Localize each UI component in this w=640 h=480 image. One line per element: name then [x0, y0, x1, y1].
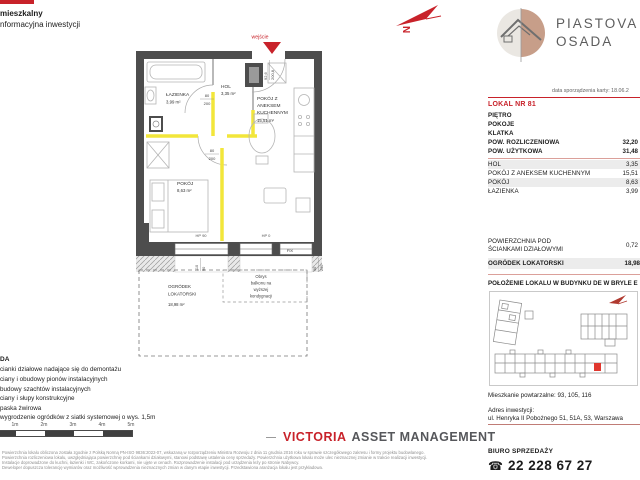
garden-outline — [139, 270, 307, 356]
garden-row-label: OGRÓDEK LOKATORSKI — [488, 260, 564, 267]
balcony-note-2: balkonu na — [250, 280, 272, 286]
living-label-1: POKÓJ Z — [257, 97, 278, 102]
room-label: HOL — [488, 161, 502, 168]
window-hp0-label: HP 0 — [261, 233, 271, 238]
unit-attributes — [488, 111, 640, 156]
entrance-label: wejście — [251, 34, 269, 41]
north-arrow-shape — [396, 5, 438, 26]
brand-name — [556, 15, 638, 51]
entrance-arrow-icon — [263, 42, 281, 54]
attr-row-pokoje — [488, 120, 640, 129]
partitions-label — [488, 238, 563, 254]
scale-segment — [74, 431, 103, 436]
sales-office-label: BIURO SPRZEDAŻY — [488, 448, 554, 455]
scale-label-2m: 2m — [40, 422, 48, 428]
bedroom-label: POKÓJ — [177, 182, 194, 187]
dim-door1-height: 200 — [203, 101, 211, 106]
attr-label: POW. UŻYTKOWA — [488, 148, 543, 155]
dim-entrance-height: 200,8 — [270, 69, 275, 80]
phone-number: 22 228 67 27 — [507, 458, 593, 473]
dim-win-right-b: 230 — [320, 264, 324, 271]
room-row-hol — [488, 160, 640, 169]
victoria-wordmark: VICTORIA — [283, 430, 347, 444]
attr-value: 32,20 — [622, 139, 638, 146]
hall-label: HOL — [221, 85, 231, 90]
scale-segment — [103, 431, 132, 436]
dimension-labels — [195, 60, 324, 271]
divider-pink-2 — [488, 274, 640, 275]
room-label: POKÓJ Z ANEKSEM KUCHENNYM — [488, 170, 591, 177]
partitions-label-1: POWIERZCHNIA POD — [488, 238, 551, 245]
bedroom-area: 8,63 m² — [177, 188, 192, 193]
divider-red-top — [488, 97, 640, 98]
chair-2 — [256, 156, 268, 164]
scale-label-5m: 5m — [127, 422, 135, 428]
hob-burner-1 — [298, 115, 301, 118]
divider-address — [488, 424, 640, 425]
balcony-note-1: Obrys — [255, 274, 267, 279]
dim-door1-width: 80 — [204, 93, 210, 98]
room-labels — [166, 84, 288, 193]
location-title: POŁOŻENIE LOKALU W BUDYNKU DE W BRYLE E — [488, 280, 638, 287]
living-area: 15,51 m² — [257, 118, 274, 123]
attr-row-pow-rozliczeniowa — [488, 138, 640, 147]
unit-location-highlight — [594, 363, 601, 371]
hob-burner-3 — [298, 122, 301, 125]
legend-item-fence: wygrodzenie ogródków z siatki systemowej o wys. 1,5m — [0, 414, 156, 421]
room-row-aneks — [488, 169, 640, 178]
room-label: POKÓJ — [488, 179, 510, 186]
bed-pillow-1 — [152, 183, 164, 201]
kitchen-counter — [294, 88, 314, 172]
attr-row-pow-uzytkowa — [488, 147, 640, 156]
legend-item-shafts: budowy szachtów instalacyjnych — [0, 385, 91, 393]
scale-bar — [0, 430, 133, 437]
site-map-frame — [490, 292, 638, 386]
disclaimer-line-4: Deweloper dopuszcza tolerancję wymiarów oraz możliwość wprowadzenia nieznacznych zmian w danym etapie inwestycji. Przedstawiona aranżacja lokalu jest przykładowa. — [2, 465, 323, 470]
room-row-pokoj — [488, 178, 640, 187]
bathtub-inner — [150, 65, 202, 79]
unit-title: LOKAL NR 81 — [488, 101, 536, 108]
legend-heading: DA — [0, 356, 10, 363]
north-arrow-tail — [426, 16, 441, 19]
legend-item-gravel: paska żwirowa — [0, 404, 42, 412]
balcony-note — [250, 274, 272, 299]
address-label: Adres inwestycji: — [488, 407, 535, 414]
disclaimer-line-1: Powierzchnia lokalu obliczona została zgodnie z Polską Normą PN-ISO 9836:2022-07, wskazaną w rozporządzeniu Ministra Rozwoju z dnia 11 grudnia 2016 roku w sprawie szczegółowego zakresu i formy projektu budowlanego. — [2, 450, 425, 455]
asset-management-wordmark: ASSET MANAGEMENT — [351, 430, 496, 444]
side-table — [296, 198, 310, 212]
header-line-2: nformacyjna inwestycji — [0, 20, 81, 29]
logo-left-half — [497, 9, 521, 57]
attr-label: POW. ROZLICZENIOWA — [488, 139, 560, 146]
garden-area: 18,98 m² — [168, 302, 185, 307]
attr-value: 31,48 — [622, 148, 638, 155]
asset-manager-logo — [283, 430, 496, 444]
disclaimer-line-3: Instalacje doprowadzone do kuchni, łazienki i WC, zakończone korkami, nie ujęte w cenach. Rozprowadzenie instalacji pod urządzenia leży po stronie Nabywcy. — [2, 460, 300, 465]
window-hp90-label: HP 90 — [195, 233, 207, 238]
dim-door2-height: 200 — [208, 156, 216, 161]
armchair — [264, 188, 286, 203]
partitions-area-row — [488, 238, 640, 254]
garden-row-value: 18,98 — [624, 260, 640, 267]
kitchen-sink — [299, 95, 310, 106]
address: ul. Henryka II Pobożnego 51, 51A, 53, Warszawa — [488, 415, 623, 422]
legend-item-demolition: cianki działowe nadające się do demontażu — [0, 366, 122, 373]
dim-win-left-a: 110 — [195, 264, 199, 271]
scale-label-3m: 3m — [69, 422, 77, 428]
hob-burner-2 — [306, 115, 309, 118]
attr-row-klatka — [488, 129, 640, 138]
dim-entrance-width: 92,6 — [263, 72, 268, 80]
bathroom-label: ŁAZIENKA — [166, 93, 190, 98]
demolition-walls — [146, 92, 257, 241]
header-red-bar — [0, 0, 34, 4]
room-value: 8,63 — [625, 179, 638, 186]
room-label: ŁAZIENKA — [488, 188, 519, 195]
hall-area: 3,35 m² — [221, 91, 236, 96]
legend-item-structural: ciany i słupy konstrukcyjne — [0, 395, 75, 402]
attr-label: PIĘTRO — [488, 112, 512, 119]
room-value: 3,99 — [625, 188, 638, 195]
disclaimer-line-2: Powierzchnia rozliczeniowa lokalu, uwzględniająca powierzchnię pod ściankami działowymi, stanowi podstawę ustalenia ceny sprzedaży. Powierzchnia użytkowa lokalu może ulec nieznacznej zmianie w trakcie realizacji inwestycji. — [2, 455, 428, 460]
brand-line-1: PIASTOVA — [556, 16, 639, 31]
north-letter: N — [400, 26, 411, 34]
partitions-value: 0,72 — [625, 242, 638, 249]
balcony-note-4: kondygnacji — [249, 293, 273, 299]
attr-row-pietro — [488, 111, 640, 120]
living-label-2: ANEKSEM — [257, 104, 281, 109]
bed-pillow-2 — [152, 210, 164, 228]
brand-line-2: OSADA — [556, 34, 614, 49]
scale-label-4m: 4m — [98, 422, 106, 428]
attr-label: POKOJE — [488, 121, 515, 128]
floor-plan — [130, 30, 342, 360]
garden-label — [168, 283, 196, 307]
balcony-note-3: wyższej — [253, 287, 269, 292]
scale-segment — [0, 431, 16, 436]
header-line-1: mieszkalny — [0, 9, 43, 18]
room-value: 3,35 — [625, 161, 638, 168]
legend-item-risers: ciany i obudowy pionów instalacyjnych — [0, 376, 108, 383]
garden-label-1: OGRÓDEK — [168, 284, 192, 289]
phone-icon: ☎ — [488, 458, 503, 473]
scale-label-1m: 1m — [11, 422, 19, 428]
dim-door2-width: 80 — [209, 148, 215, 153]
divider-pink-1 — [488, 158, 640, 159]
scale-segment — [16, 431, 45, 436]
north-arrow — [393, 2, 443, 38]
repeatable-note: Mieszkanie powtarzalne: 93, 105, 116 — [488, 392, 592, 399]
card-date: data sporządzenia karty: 18.06.2 — [552, 88, 629, 94]
garden-area-row — [488, 258, 640, 269]
installation-shaft — [249, 67, 259, 83]
room-area-table — [488, 160, 640, 196]
washer-door — [151, 118, 161, 130]
partitions-label-2: ŚCIANKAMI DZIAŁOWYMI — [488, 246, 563, 253]
washbasin-bowl — [147, 90, 154, 101]
room-value: 15,51 — [622, 170, 638, 177]
dim-win-right-a: 90 — [313, 266, 317, 271]
room-row-lazienka — [488, 187, 640, 196]
living-label-3: KUCHENNYM — [257, 111, 288, 116]
site-map — [489, 291, 638, 386]
window-fix-label: FIX — [286, 248, 294, 253]
scale-segment — [45, 431, 74, 436]
brand-dash — [266, 437, 276, 438]
bathroom-area: 3,99 m² — [166, 99, 181, 105]
attr-label: KLATKA — [488, 130, 514, 137]
dim-win-left-b: 90 — [202, 266, 206, 271]
hob-burner-4 — [306, 122, 309, 125]
logo-icon — [492, 7, 550, 63]
garden-label-2: LOKATORSKI — [168, 291, 197, 297]
